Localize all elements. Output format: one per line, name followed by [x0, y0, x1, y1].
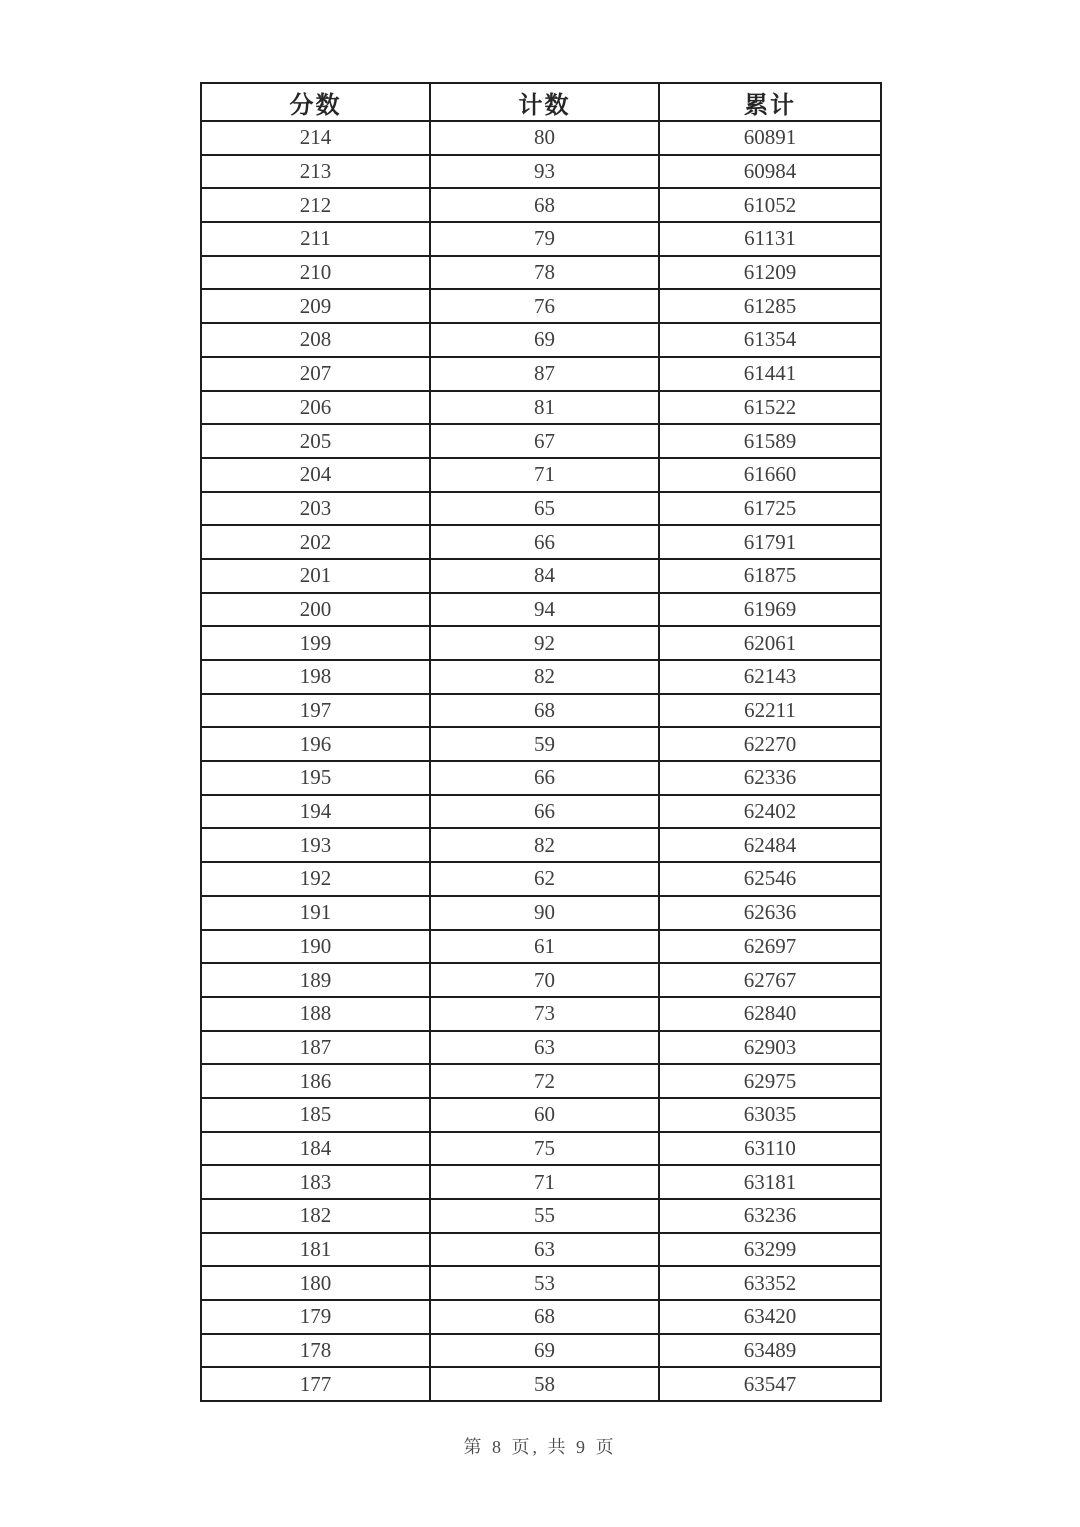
table-row — [201, 828, 881, 862]
table-row — [201, 424, 881, 458]
cell-count: 71 — [430, 458, 659, 492]
cell-cumulative: 62840 — [659, 997, 881, 1031]
table-row — [201, 1334, 881, 1368]
cell-cumulative: 62484 — [659, 828, 881, 862]
table-row — [201, 1266, 881, 1300]
cell-score: 177 — [201, 1367, 430, 1401]
cell-score: 199 — [201, 626, 430, 660]
cell-count: 72 — [430, 1064, 659, 1098]
cell-cumulative: 61875 — [659, 559, 881, 593]
cell-count: 82 — [430, 828, 659, 862]
cell-count: 53 — [430, 1266, 659, 1300]
cell-score: 183 — [201, 1165, 430, 1199]
table-row — [201, 896, 881, 930]
cell-count: 93 — [430, 155, 659, 189]
cell-cumulative: 62697 — [659, 930, 881, 964]
cell-score: 180 — [201, 1266, 430, 1300]
cell-count: 70 — [430, 963, 659, 997]
table-row — [201, 1233, 881, 1267]
table-row — [201, 1300, 881, 1334]
table-row — [201, 795, 881, 829]
table-row — [201, 289, 881, 323]
table-row — [201, 694, 881, 728]
table-row — [201, 357, 881, 391]
cell-score: 185 — [201, 1098, 430, 1132]
table-row — [201, 1064, 881, 1098]
cell-cumulative: 63489 — [659, 1334, 881, 1368]
table-row — [201, 963, 881, 997]
table-row — [201, 323, 881, 357]
table-row — [201, 188, 881, 222]
table-row — [201, 155, 881, 189]
cell-count: 66 — [430, 761, 659, 795]
table-row — [201, 391, 881, 425]
column-header-count: 计数 — [430, 83, 659, 121]
cell-count: 73 — [430, 997, 659, 1031]
cell-cumulative: 61725 — [659, 492, 881, 526]
cell-score: 196 — [201, 727, 430, 761]
table-row — [201, 930, 881, 964]
table-row — [201, 862, 881, 896]
table-row — [201, 593, 881, 627]
table-row — [201, 256, 881, 290]
table-row — [201, 1098, 881, 1132]
table-header — [201, 83, 881, 121]
cell-cumulative: 61209 — [659, 256, 881, 290]
cell-score: 202 — [201, 525, 430, 559]
table-row — [201, 1132, 881, 1166]
cell-cumulative: 62636 — [659, 896, 881, 930]
table-row — [201, 727, 881, 761]
cell-score: 201 — [201, 559, 430, 593]
cell-cumulative: 63420 — [659, 1300, 881, 1334]
table-row — [201, 997, 881, 1031]
cell-score: 200 — [201, 593, 430, 627]
table-row — [201, 1199, 881, 1233]
cell-score: 210 — [201, 256, 430, 290]
cell-cumulative: 63299 — [659, 1233, 881, 1267]
table-row — [201, 121, 881, 155]
cell-cumulative: 61131 — [659, 222, 881, 256]
table-row — [201, 1367, 881, 1401]
cell-cumulative: 61969 — [659, 593, 881, 627]
cell-score: 191 — [201, 896, 430, 930]
cell-count: 75 — [430, 1132, 659, 1166]
cell-score: 187 — [201, 1031, 430, 1065]
cell-count: 80 — [430, 121, 659, 155]
cell-count: 65 — [430, 492, 659, 526]
cell-count: 82 — [430, 660, 659, 694]
cell-score: 198 — [201, 660, 430, 694]
cell-score: 209 — [201, 289, 430, 323]
cell-cumulative: 62143 — [659, 660, 881, 694]
cell-count: 87 — [430, 357, 659, 391]
cell-count: 62 — [430, 862, 659, 896]
cell-cumulative: 63236 — [659, 1199, 881, 1233]
cell-score: 190 — [201, 930, 430, 964]
cell-count: 60 — [430, 1098, 659, 1132]
cell-count: 55 — [430, 1199, 659, 1233]
column-header-score: 分数 — [201, 83, 430, 121]
cell-cumulative: 63181 — [659, 1165, 881, 1199]
cell-cumulative: 62211 — [659, 694, 881, 728]
cell-cumulative: 60984 — [659, 155, 881, 189]
cell-count: 63 — [430, 1233, 659, 1267]
cell-cumulative: 61660 — [659, 458, 881, 492]
cell-count: 68 — [430, 188, 659, 222]
table-body — [201, 121, 881, 1401]
cell-count: 79 — [430, 222, 659, 256]
cell-score: 181 — [201, 1233, 430, 1267]
cell-count: 63 — [430, 1031, 659, 1065]
cell-count: 67 — [430, 424, 659, 458]
table-row — [201, 1031, 881, 1065]
cell-score: 188 — [201, 997, 430, 1031]
cell-cumulative: 61052 — [659, 188, 881, 222]
header-row — [201, 83, 881, 121]
cell-count: 66 — [430, 795, 659, 829]
cell-score: 178 — [201, 1334, 430, 1368]
table-row — [201, 458, 881, 492]
cell-count: 69 — [430, 323, 659, 357]
cell-score: 207 — [201, 357, 430, 391]
cell-score: 195 — [201, 761, 430, 795]
cell-score: 194 — [201, 795, 430, 829]
cell-score: 208 — [201, 323, 430, 357]
cell-count: 66 — [430, 525, 659, 559]
cell-cumulative: 62903 — [659, 1031, 881, 1065]
cell-count: 78 — [430, 256, 659, 290]
cell-score: 206 — [201, 391, 430, 425]
cell-score: 179 — [201, 1300, 430, 1334]
table-row — [201, 559, 881, 593]
table-row — [201, 660, 881, 694]
cell-count: 84 — [430, 559, 659, 593]
cell-cumulative: 62061 — [659, 626, 881, 660]
cell-count: 61 — [430, 930, 659, 964]
cell-score: 184 — [201, 1132, 430, 1166]
table-row — [201, 222, 881, 256]
cell-score: 197 — [201, 694, 430, 728]
cell-cumulative: 61285 — [659, 289, 881, 323]
table-row — [201, 1165, 881, 1199]
cell-cumulative: 62546 — [659, 862, 881, 896]
cell-cumulative: 62336 — [659, 761, 881, 795]
cell-cumulative: 63110 — [659, 1132, 881, 1166]
cell-score: 203 — [201, 492, 430, 526]
cell-cumulative: 60891 — [659, 121, 881, 155]
cell-count: 90 — [430, 896, 659, 930]
table-row — [201, 492, 881, 526]
cell-cumulative: 63352 — [659, 1266, 881, 1300]
cell-cumulative: 62975 — [659, 1064, 881, 1098]
cell-count: 94 — [430, 593, 659, 627]
cell-cumulative: 63035 — [659, 1098, 881, 1132]
cell-score: 186 — [201, 1064, 430, 1098]
cell-count: 76 — [430, 289, 659, 323]
cell-cumulative: 62270 — [659, 727, 881, 761]
cell-count: 92 — [430, 626, 659, 660]
cell-count: 59 — [430, 727, 659, 761]
cell-score: 214 — [201, 121, 430, 155]
cell-count: 71 — [430, 1165, 659, 1199]
table-row — [201, 761, 881, 795]
table-row — [201, 525, 881, 559]
cell-score: 204 — [201, 458, 430, 492]
cell-cumulative: 63547 — [659, 1367, 881, 1401]
cell-score: 193 — [201, 828, 430, 862]
cell-count: 68 — [430, 694, 659, 728]
score-distribution-table — [200, 82, 882, 1402]
cell-score: 213 — [201, 155, 430, 189]
cell-cumulative: 61441 — [659, 357, 881, 391]
table-row — [201, 626, 881, 660]
cell-cumulative: 61791 — [659, 525, 881, 559]
cell-cumulative: 62767 — [659, 963, 881, 997]
cell-count: 68 — [430, 1300, 659, 1334]
cell-count: 81 — [430, 391, 659, 425]
cell-cumulative: 61354 — [659, 323, 881, 357]
cell-score: 212 — [201, 188, 430, 222]
cell-count: 69 — [430, 1334, 659, 1368]
cell-score: 189 — [201, 963, 430, 997]
cell-cumulative: 62402 — [659, 795, 881, 829]
page-footer: 第 8 页, 共 9 页 — [463, 1437, 617, 1457]
cell-score: 205 — [201, 424, 430, 458]
cell-score: 192 — [201, 862, 430, 896]
cell-score: 211 — [201, 222, 430, 256]
cell-score: 182 — [201, 1199, 430, 1233]
cell-cumulative: 61522 — [659, 391, 881, 425]
cell-count: 58 — [430, 1367, 659, 1401]
cell-cumulative: 61589 — [659, 424, 881, 458]
column-header-cumulative: 累计 — [659, 83, 881, 121]
